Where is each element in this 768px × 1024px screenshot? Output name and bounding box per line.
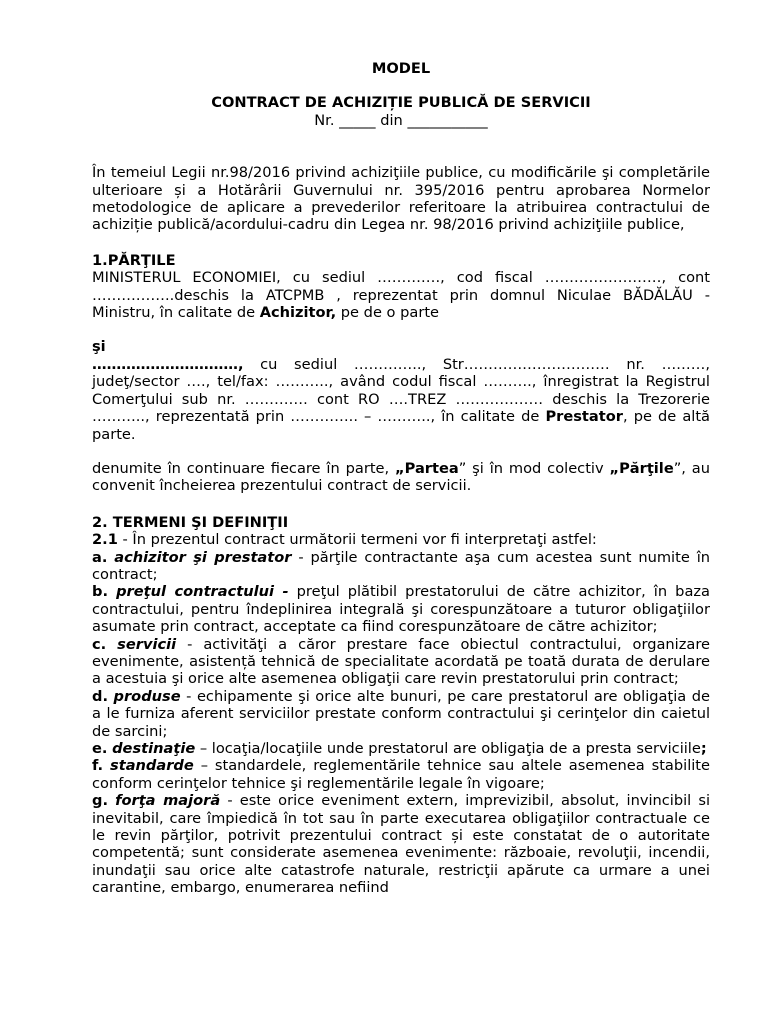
party2-name: …………………………, <box>92 355 244 373</box>
definitions-list <box>92 549 710 897</box>
doc-number-line: Nr. _____ din ___________ <box>314 111 488 129</box>
named-partea: „Partea <box>395 459 459 477</box>
named-text-b: ” şi în mod colectiv <box>458 459 610 477</box>
definition-text: - echipamente şi orice alte bunuri, pe care prestatorul are obligaţia de a le furniza aferent serviciilor prestate conform contractului şi cerinţelor din caietul de sarcini; <box>92 687 710 740</box>
definition-text: – locaţia/locaţiile unde prestatorul are obligaţia de a presta serviciile <box>195 740 701 757</box>
definition-letter: f. <box>92 757 104 775</box>
definition-text: - părţile contractante aşa cum acestea sunt numite în contract; <box>92 548 710 583</box>
section2-heading: 2. TERMENI ŞI DEFINIŢII <box>92 513 289 531</box>
party2-text: cu sediul ………….., Str………………………… nr. ………, judeţ/sector …., tel/fax: ……….., având codul fiscal ………., înregistrat la Registrul Comerţului sub nr. …………. cont RO ….TREZ ……………… deschis la Trezorerie ……….., reprezentată prin ………….. – ……….., în calitate de <box>92 355 710 426</box>
definition-item <box>92 583 710 635</box>
party1-text: MINISTERUL ECONOMIEI, cu sediul …………., cod fiscal ……………………, cont ……………..deschis la ATCPMB , reprezentat prin domnul Niculae BĂDĂLĂU - Ministru, în calitate de <box>92 269 710 322</box>
definition-letter: d. <box>92 687 108 705</box>
definition-term: forţa majoră <box>115 792 221 810</box>
named-text-a: denumite în continuare fiecare în parte, <box>92 459 396 477</box>
definition-letter: b. <box>92 583 108 601</box>
party1-role: Achizitor, <box>259 304 337 322</box>
party2-paragraph <box>92 356 710 443</box>
named-paragraph <box>92 460 710 495</box>
definition-letter: g. <box>92 792 108 810</box>
section1-heading: 1.PĂRŢILE <box>92 251 176 269</box>
named-text-c: ”, au convenit încheierea prezentului contract de servicii. <box>92 459 710 495</box>
party1-paragraph <box>92 269 710 321</box>
named-partile: „Părţile <box>609 459 674 477</box>
definition-term: produse <box>113 687 181 705</box>
definition-item <box>92 636 710 688</box>
definition-term: destinaţie <box>112 740 196 757</box>
party2-role: Prestator <box>545 408 623 426</box>
definition-tail: ; <box>700 740 707 757</box>
definition-term: achizitor şi prestator <box>114 548 292 566</box>
definition-item <box>92 740 710 757</box>
doc-model-label: MODEL <box>371 60 431 77</box>
definition-item <box>92 757 710 792</box>
definition-term: servicii <box>117 635 177 653</box>
intro-paragraph: În temeiul Legii nr.98/2016 privind achiziţiile publice, cu modificările şi completările ulterioare și a Hotărârii Guvernului nr. 395/2016 pentru aprobarea Normelor metodologice de aplicare a prevederilor referitoare la atribuirea contractului de achiziție publică/acordului-cadru din Legea nr. 98/2016 privind achiziţiile publice, <box>92 164 710 234</box>
definition-letter: a. <box>92 548 108 566</box>
definition-item <box>92 792 710 896</box>
definition-item <box>92 549 710 584</box>
definition-text: - este orice eveniment extern, imprevizibil, absolut, invincibil si inevitabil, care împiedică în tot sau în parte executarea obligaţiilor contractuale ce le revin părţilor, potrivit prezentului contract și este constatat de o autoritate competentă; sunt considerate asemenea evenimente: războaie, revoluţii, incendii, inundaţii sau orice alte catastrofe naturale, restricţii apărute ca urmare a unei carantine, embargo, enumerarea nefiind <box>92 792 710 897</box>
section2-sub-number: 2.1 <box>92 531 118 549</box>
definition-text: - activităţi a căror prestare face obiectul contractului, organizare evenimente, asistență tehnică de specialitate acordată pe toată durata de derulare a acestuia şi orice alte asemenea obligaţii care revin prestatorului prin contract; <box>92 635 710 688</box>
party2-tail: , pe de altă parte. <box>92 408 711 443</box>
party1-tail: pe de o parte <box>336 304 440 322</box>
definition-text: preţul plătibil prestatorului de către achizitor, în baza contractului, pentru îndeplinirea integrală şi corespunzătoare a tuturor obligaţiilor asumate prin contract, acceptate ca fiind corespunzătoare de către achizitor; <box>92 583 710 636</box>
party-connector: şi <box>92 338 106 356</box>
doc-title: CONTRACT DE ACHIZIȚIE PUBLICĂ DE SERVICII <box>211 94 591 112</box>
definition-term: standarde <box>110 757 194 775</box>
definition-item <box>92 688 710 740</box>
definition-text: – standardele, reglementările tehnice sau altele asemenea stabilite conform cerinţelor tehnice şi reglementările legale în vigoare; <box>92 757 711 792</box>
definition-letter: e. <box>92 740 108 757</box>
section2-sub-text: - În prezentul contract următorii termeni vor fi interpretaţi astfel: <box>117 531 597 549</box>
section2-sub <box>92 531 710 548</box>
definition-term: preţul contractului - <box>116 583 289 601</box>
definition-letter: c. <box>92 635 107 653</box>
